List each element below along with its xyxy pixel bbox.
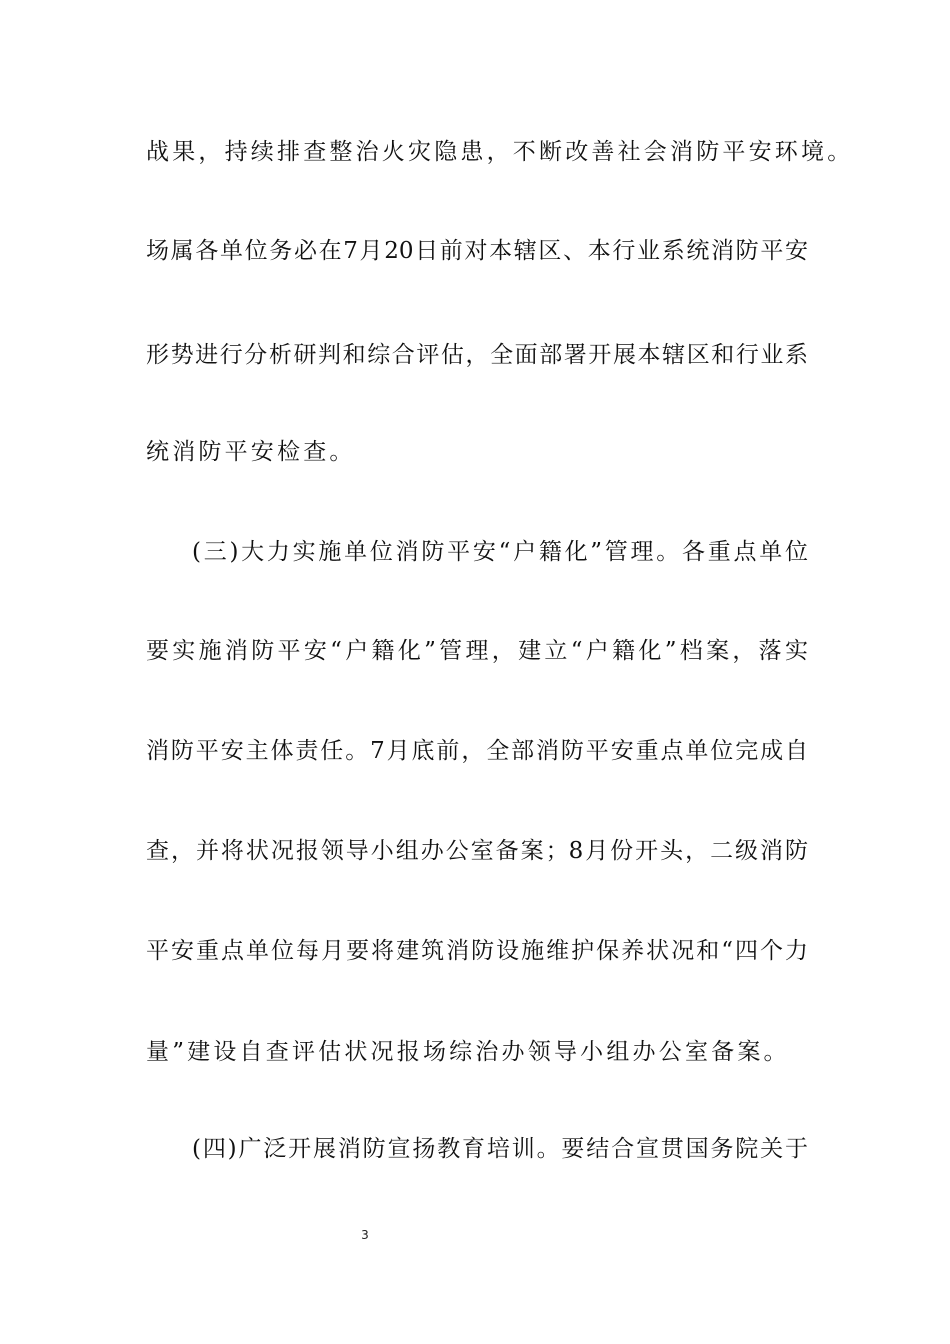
paragraph-4-heading-line: (四)广泛开展消防宣扬教育培训。要结合宣贯国务院关于 [192,1136,808,1162]
text-line-9: 平安重点单位每月要将建筑消防设施维护保养状况和“四个力 [146,938,808,964]
paragraph-3-heading-line: (三)大力实施单位消防平安“户籍化”管理。各重点单位 [192,539,808,565]
text-line-10: 量”建设自查评估状况报场综治办领导小组办公室备案。 [146,1039,790,1065]
page-number: 3 [361,1228,369,1242]
text-line-2: 场属各单位务必在7月20日前对本辖区、本行业系统消防平安 [146,238,808,264]
text-line-4: 统消防平安检查。 [146,439,356,465]
text-line-8: 查，并将状况报领导小组办公室备案；8月份开头，二级消防 [146,838,808,864]
text-line-1: 战果，持续排查整治火灾隐患，不断改善社会消防平安环境。 [146,139,854,165]
text-line-3: 形势进行分析研判和综合评估，全面部署开展本辖区和行业系 [146,342,808,368]
text-line-7: 消防平安主体责任。7月底前，全部消防平安重点单位完成自 [146,738,808,764]
text-line-6: 要实施消防平安“户籍化”管理，建立“户籍化”档案，落实 [146,638,808,664]
